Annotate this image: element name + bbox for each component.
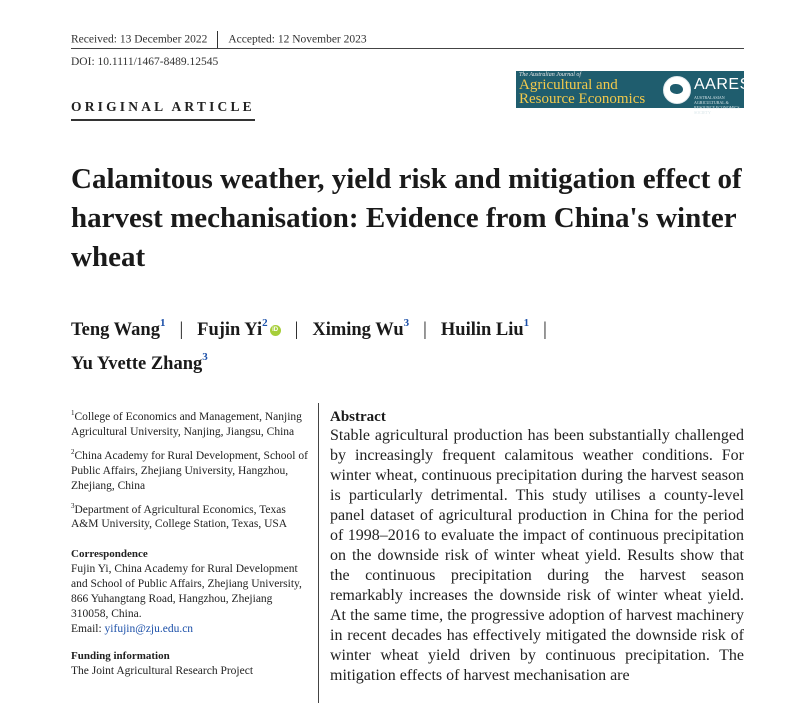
affiliation: [71, 445, 311, 494]
author-separator: |: [543, 320, 547, 341]
correspondence-heading: Correspondence: [71, 548, 148, 561]
affiliation-number: 2: [71, 447, 75, 456]
abstract-heading: Abstract: [330, 409, 386, 425]
abstract: [330, 408, 744, 686]
journal-logo-small-text: The Australian Journal of: [519, 72, 582, 78]
author-name[interactable]: Ximing Wu: [312, 320, 404, 341]
correspondence: [71, 547, 311, 637]
affiliation-text: China Academy for Rural Development, School of Public Affairs, Zhejiang University, Hangzhou, Zhejiang, China: [71, 449, 308, 492]
author-affiliation-ref[interactable]: 2: [262, 317, 268, 329]
sidebar-notes: [71, 406, 311, 679]
journal-logo[interactable]: [516, 71, 751, 115]
article-title: Calamitous weather, yield risk and mitigation effect of harvest mechanisation: Evidence from China's winter wheat: [71, 163, 742, 273]
author-list: [71, 311, 751, 379]
received-date: Received: 13 December 2022: [71, 33, 208, 46]
funding-heading: Funding information: [71, 650, 170, 663]
author-separator: |: [179, 320, 184, 341]
orcid-icon[interactable]: iD: [270, 325, 281, 336]
doi[interactable]: DOI: 10.1111/1467-8489.12545: [71, 56, 219, 68]
funding: [71, 649, 311, 679]
journal-logo-line2: Resource Economics: [519, 91, 646, 107]
article-dates: [71, 31, 367, 49]
author-affiliation-ref[interactable]: 1: [523, 317, 530, 329]
affiliation-text: Department of Agricultural Economics, Texas A&M University, College Station, Texas, USA: [71, 503, 288, 531]
email-label: Email:: [71, 623, 102, 636]
email-link[interactable]: yifujin@zju.edu.cn: [104, 623, 194, 636]
affiliation: [71, 499, 311, 533]
affiliation: [71, 406, 311, 440]
society-subtitle: AUSTRALASIAN AGRICULTURAL & RESOURCE ECONOMICS SOCIETY: [694, 95, 740, 115]
author-affiliation-ref[interactable]: 1: [159, 317, 166, 329]
author-name[interactable]: Yu Yvette Zhang: [71, 354, 203, 375]
author-affiliation-ref[interactable]: 3: [403, 317, 410, 329]
author-name[interactable]: Huilin Liu: [440, 320, 524, 341]
journal-logo-line1: Agricultural and: [519, 77, 618, 93]
abstract-text: Stable agricultural production has been substantially challenged by increasingly frequent calamitous weather conditions. For winter wheat, continuous precipitation during the harvest season is particularly detrimental. This study utilises a county-level panel dataset of agricultural production in China for the period of 1998–2016 to evaluate the impact of continuous precipitation on the downside risk of winter wheat yield. Results show that the continuous precipitation during the harvest season remarkably increases the downside risk of winter wheat yield. At the same time, the progressive adoption of harvest machinery in recent decades has effectively mitigated the downside risk of winter wheat yield driven by continuous precipitation. The mitigation effects of harvest mechanisation are: [330, 427, 744, 684]
header-rule: [71, 48, 744, 49]
author-separator: |: [423, 320, 427, 341]
accepted-date: Accepted: 12 November 2023: [228, 33, 367, 46]
affiliation-number: 1: [71, 409, 75, 417]
column-divider: [318, 403, 319, 703]
funding-text: The Joint Agricultural Research Project: [71, 665, 254, 678]
aares-emblem-icon: [663, 76, 691, 104]
affiliation-number: 3: [71, 501, 75, 510]
author-name[interactable]: Teng Wang: [71, 320, 160, 341]
author-name[interactable]: Fujin Yi: [197, 320, 263, 341]
affiliation-text: College of Economics and Management, Nanjing Agricultural University, Nanjing, Jiangsu, China: [71, 410, 302, 438]
author-affiliation-ref[interactable]: 3: [202, 351, 208, 364]
society-name: AARES: [694, 76, 751, 93]
date-divider: [217, 31, 218, 49]
article-type: ORIGINAL ARTICLE: [71, 99, 255, 121]
correspondence-text: Fujin Yi, China Academy for Rural Development and School of Public Affairs, Zhejiang University, 866 Yuhangtang Road, Hangzhou, Zhejiang 310058, China.: [71, 563, 302, 621]
author-separator: |: [294, 320, 299, 341]
